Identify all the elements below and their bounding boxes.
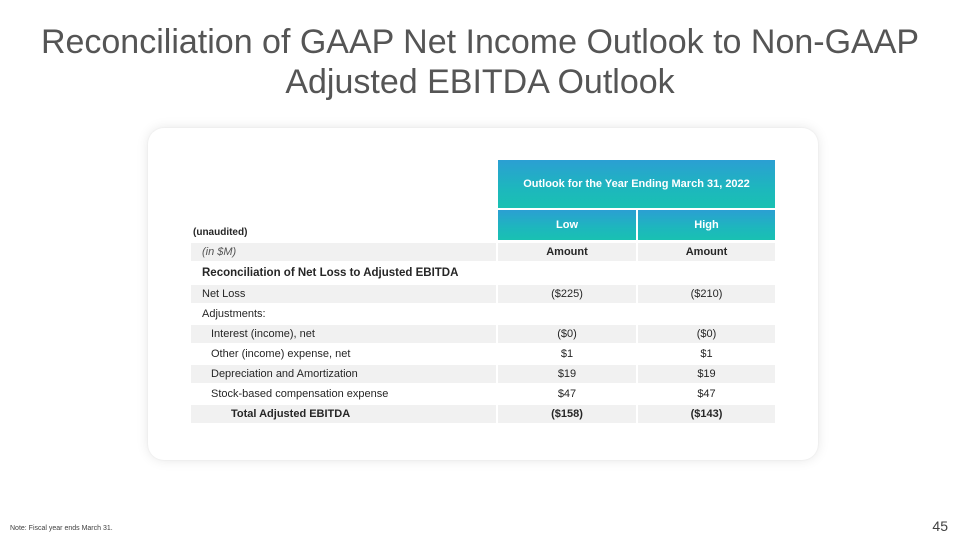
table-row (191, 345, 775, 363)
row-label: Total Adjusted EBITDA (191, 405, 496, 423)
slide-title (40, 22, 920, 102)
units-row (191, 243, 775, 261)
table-row (191, 305, 775, 323)
footnote: Note: Fiscal year ends March 31. (10, 525, 113, 532)
row-high: ($143) (638, 405, 775, 423)
row-low: ($225) (498, 285, 636, 303)
row-label: Stock-based compensation expense (211, 388, 389, 400)
units-high: Amount (638, 243, 775, 261)
page-number: 45 (932, 518, 948, 534)
total-row (191, 405, 775, 423)
row-high (638, 305, 775, 323)
units-low: Amount (498, 243, 636, 261)
title-line-1: Reconciliation of GAAP Net Income Outlook to Non-GAAP (40, 23, 920, 61)
row-low: ($158) (498, 405, 636, 423)
table-row (191, 325, 775, 343)
row-low (498, 305, 636, 323)
row-label: Adjustments: (202, 308, 266, 320)
unaudited-label: (unaudited) (193, 227, 248, 238)
high-header: High (638, 210, 775, 240)
row-high: ($210) (638, 285, 775, 303)
section-header-row (191, 264, 775, 282)
table-row (191, 365, 775, 383)
low-header: Low (498, 210, 636, 240)
table-row (191, 385, 775, 403)
units-label: (in $M) (191, 243, 496, 261)
row-low: ($0) (498, 325, 636, 343)
section-header: Reconciliation of Net Loss to Adjusted EBITDA (202, 267, 459, 279)
row-label: Interest (income), net (191, 325, 496, 343)
title-line-2: Adjusted EBITDA Outlook (285, 63, 675, 101)
row-label: Other (income) expense, net (211, 348, 351, 360)
row-label: Net Loss (191, 285, 496, 303)
outlook-header: Outlook for the Year Ending March 31, 2022 (498, 160, 775, 208)
row-low: $47 (557, 388, 577, 400)
table-row (191, 285, 775, 303)
row-high: $1 (700, 348, 713, 360)
row-high: $47 (697, 388, 716, 400)
row-low: $1 (560, 348, 574, 360)
row-low: $19 (498, 365, 636, 383)
row-high: ($0) (638, 325, 775, 343)
row-high: $19 (638, 365, 775, 383)
row-label: Depreciation and Amortization (191, 365, 496, 383)
